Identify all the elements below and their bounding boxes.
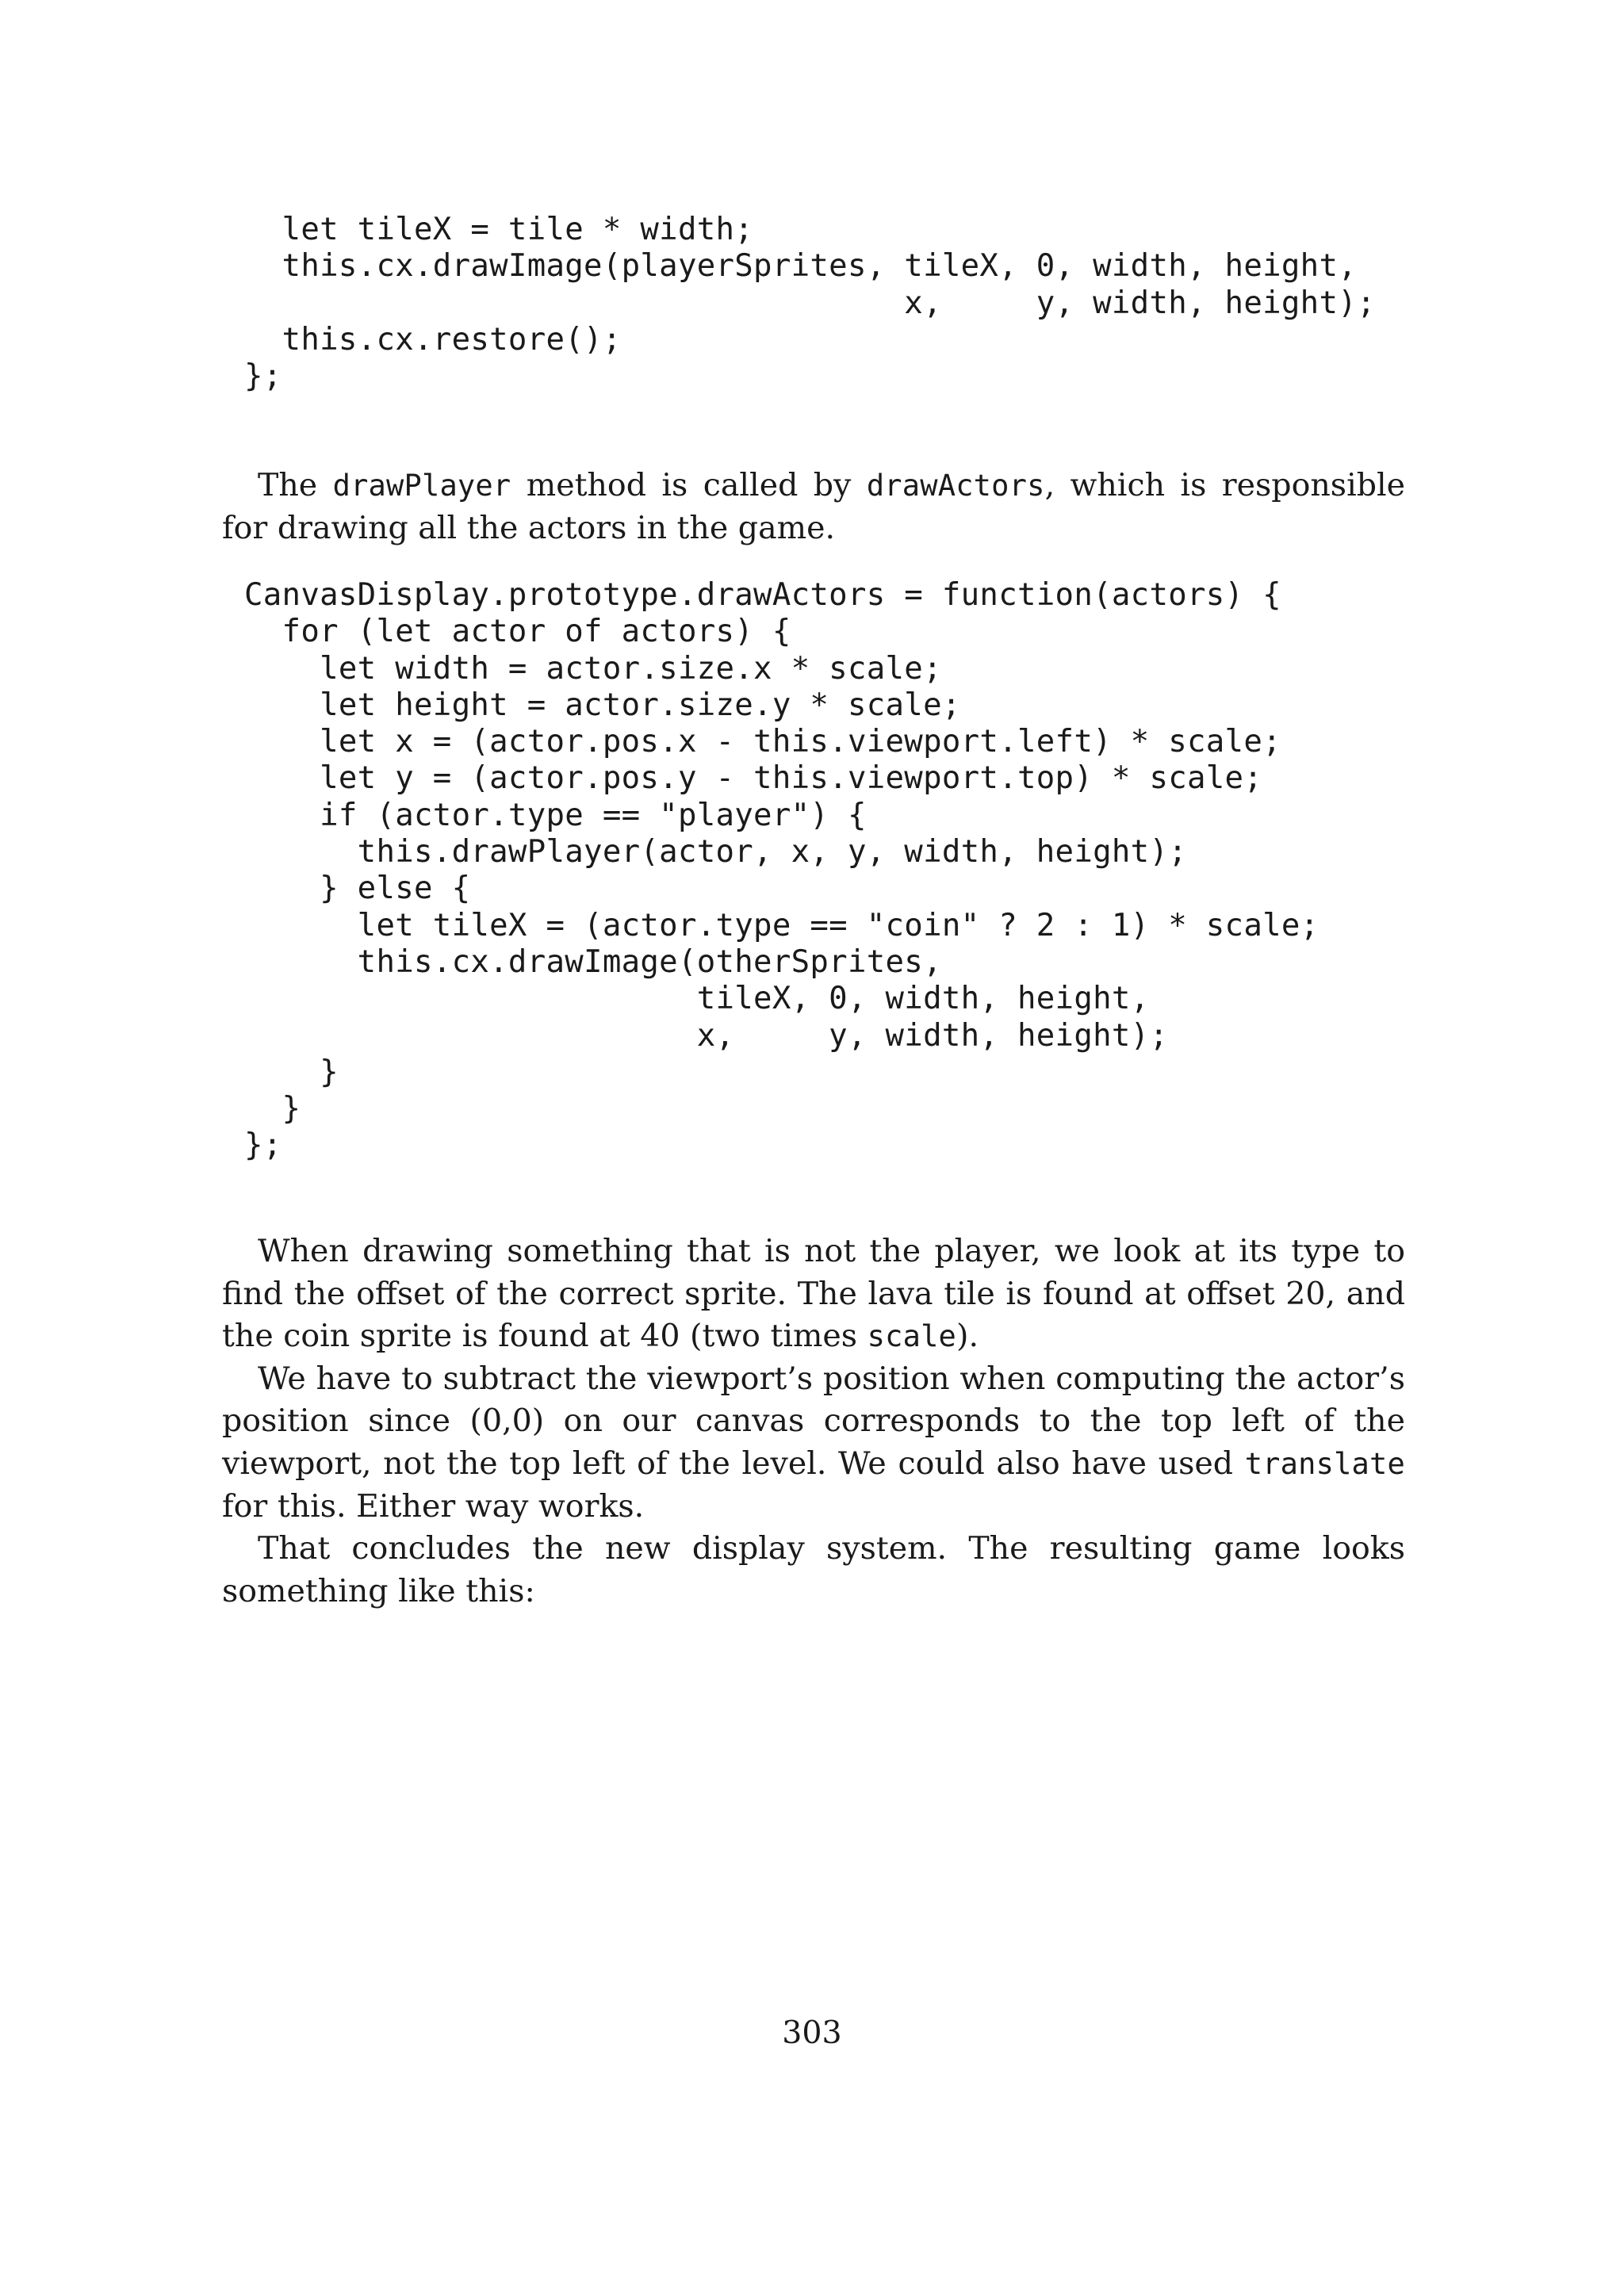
paragraph-viewport	[222, 1358, 1405, 1528]
text: We have to subtract the viewport’s position when computing the actor’s position since (0,0) on our canvas corresponds to the top left of the viewport, not the top left of the level. We could also have used	[222, 1360, 1405, 1482]
page-number: 303	[782, 2015, 842, 2051]
paragraph-sprite-offset	[222, 1230, 1405, 1358]
inline-code-drawplayer: drawPlayer	[332, 469, 511, 503]
inline-code-translate: translate	[1244, 1446, 1405, 1481]
code-block-draw-player-end: let tileX = tile * width; this.cx.drawImage(playerSprites, tileX, 0, width, height, x, y, width, height); this.cx.restore(); };	[244, 212, 1376, 395]
text: method is called by	[511, 467, 867, 503]
text: , which is responsible for drawing all the actors in the game.	[222, 467, 1405, 546]
code-block-draw-actors: CanvasDisplay.prototype.drawActors = function(actors) { for (let actor of actors) { let width = actor.size.x * scale; let height = actor.size.y * scale; let x = (actor.pos.x - this.viewport.left) * scale; let y = (actor.pos.y - this.viewport.top) * scale; if (actor.type == "player") { this.drawPlayer(actor, x, y, width, height); } else { let tileX = (actor.type == "coin" ? 2 : 1) * scale; this.cx.drawImage(otherSprites, tileX, 0, width, height, x, y, width, height); } } };	[244, 577, 1320, 1164]
text: for this. Either way works.	[222, 1487, 645, 1525]
paragraph-group-intro	[222, 465, 1405, 549]
paragraph-group-explanation	[222, 1230, 1405, 1613]
text: ).	[956, 1318, 979, 1355]
paragraph-conclusion	[222, 1528, 1405, 1613]
inline-code-scale: scale	[867, 1319, 957, 1354]
text: The	[258, 467, 333, 503]
inline-code-drawactors: drawActors	[866, 469, 1045, 503]
text: When drawing something that is not the player, we look at its type to find the offset of the correct sprite. The lava tile is found at offset 20, and the coin sprite is found at 40 (two times	[222, 1233, 1405, 1355]
text: That concludes the new display system. The resulting game looks something like this:	[222, 1530, 1405, 1609]
paragraph-draw-player	[222, 465, 1405, 549]
